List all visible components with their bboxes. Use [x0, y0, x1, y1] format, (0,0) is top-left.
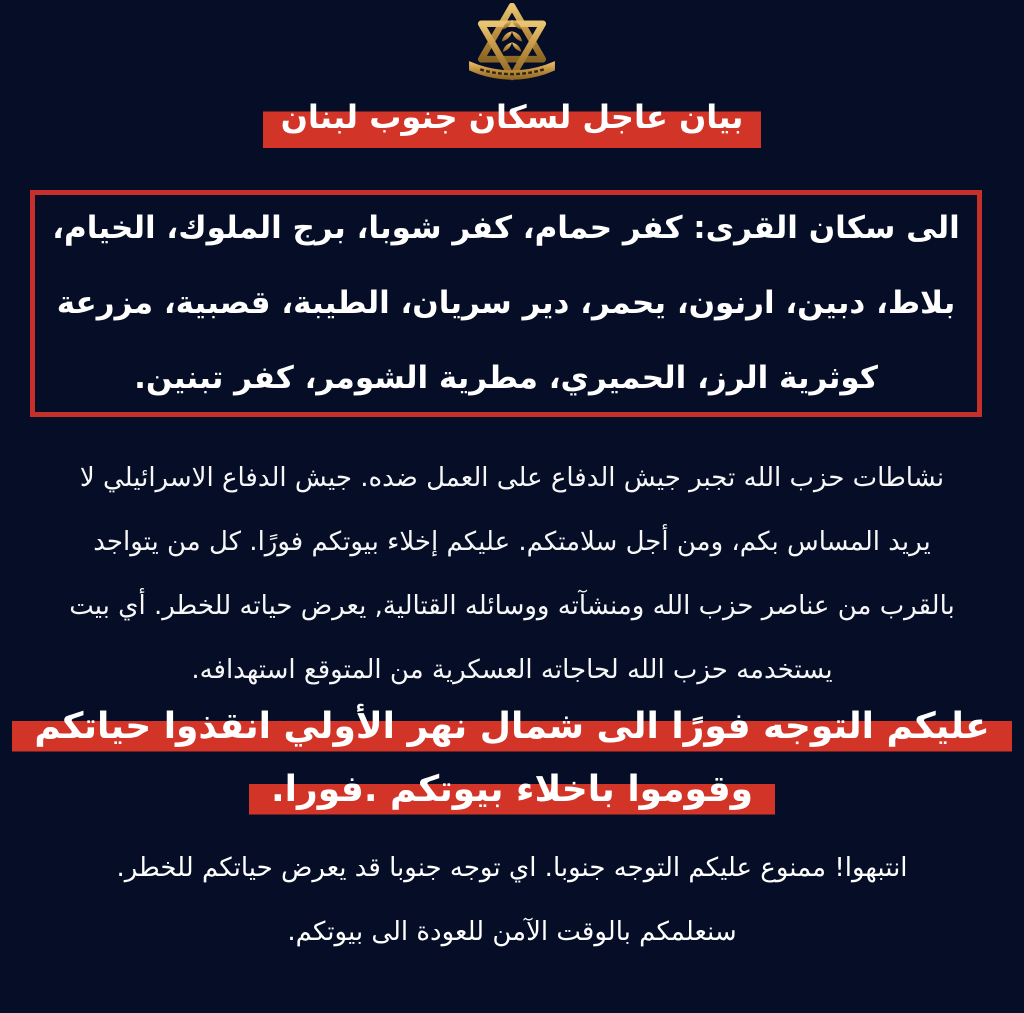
villages-line-3: كوثرية الرز، الحميري، مطرية الشومر، كفر تبنين. [134, 360, 878, 396]
directive-highlight-2: وقوموا باخلاء بيوتكم .فورا. [249, 761, 775, 818]
paragraph-line-3: بالقرب من عناصر حزب الله ومنشآته ووسائله القتالية, يعرض حياته للخطر. أي بيت [69, 591, 955, 621]
villages-box [30, 190, 982, 417]
paragraph-line-1: نشاطات حزب الله تجبر جيش الدفاع على العمل ضده. جيش الدفاع الاسرائيلي لا [79, 463, 945, 493]
evacuation-directive [0, 698, 1024, 824]
villages-line-2: بلاط، دبين، ارنون، يحمر، دير سريان، الطيبة، قصبية، مزرعة [56, 285, 956, 321]
footer-notes [0, 836, 1024, 964]
warning-paragraph [0, 446, 1024, 702]
directive-line-2 [0, 761, 1024, 824]
footer-line-1: انتبهوا! ممنوع عليكم التوجه جنوبا. اي توجه جنوبا قد يعرض حياتكم للخطر. [116, 853, 908, 883]
idf-emblem-icon [456, 3, 568, 93]
paragraph-line-4: يستخدمه حزب الله لحاجاته العسكرية من المتوقع استهدافه. [191, 655, 833, 685]
paragraph-line-2: يريد المساس بكم، ومن أجل سلامتكم. عليكم إخلاء بيوتكم فورًا. كل من يتواجد [93, 527, 931, 557]
page-title: بيان عاجل لسكان جنوب لبنان [263, 94, 762, 148]
footer-line-2: سنعلمكم بالوقت الآمن للعودة الى بيوتكم. [287, 917, 737, 947]
idf-logo [454, 4, 570, 92]
title-row [0, 94, 1024, 148]
directive-line-1 [0, 698, 1024, 761]
villages-line-1: الى سكان القرى: كفر حمام، كفر شوبا، برج الملوك، الخيام، [52, 210, 960, 246]
directive-highlight-1: عليكم التوجه فورًا الى شمال نهر الأولي انقذوا حياتكم [12, 698, 1011, 755]
